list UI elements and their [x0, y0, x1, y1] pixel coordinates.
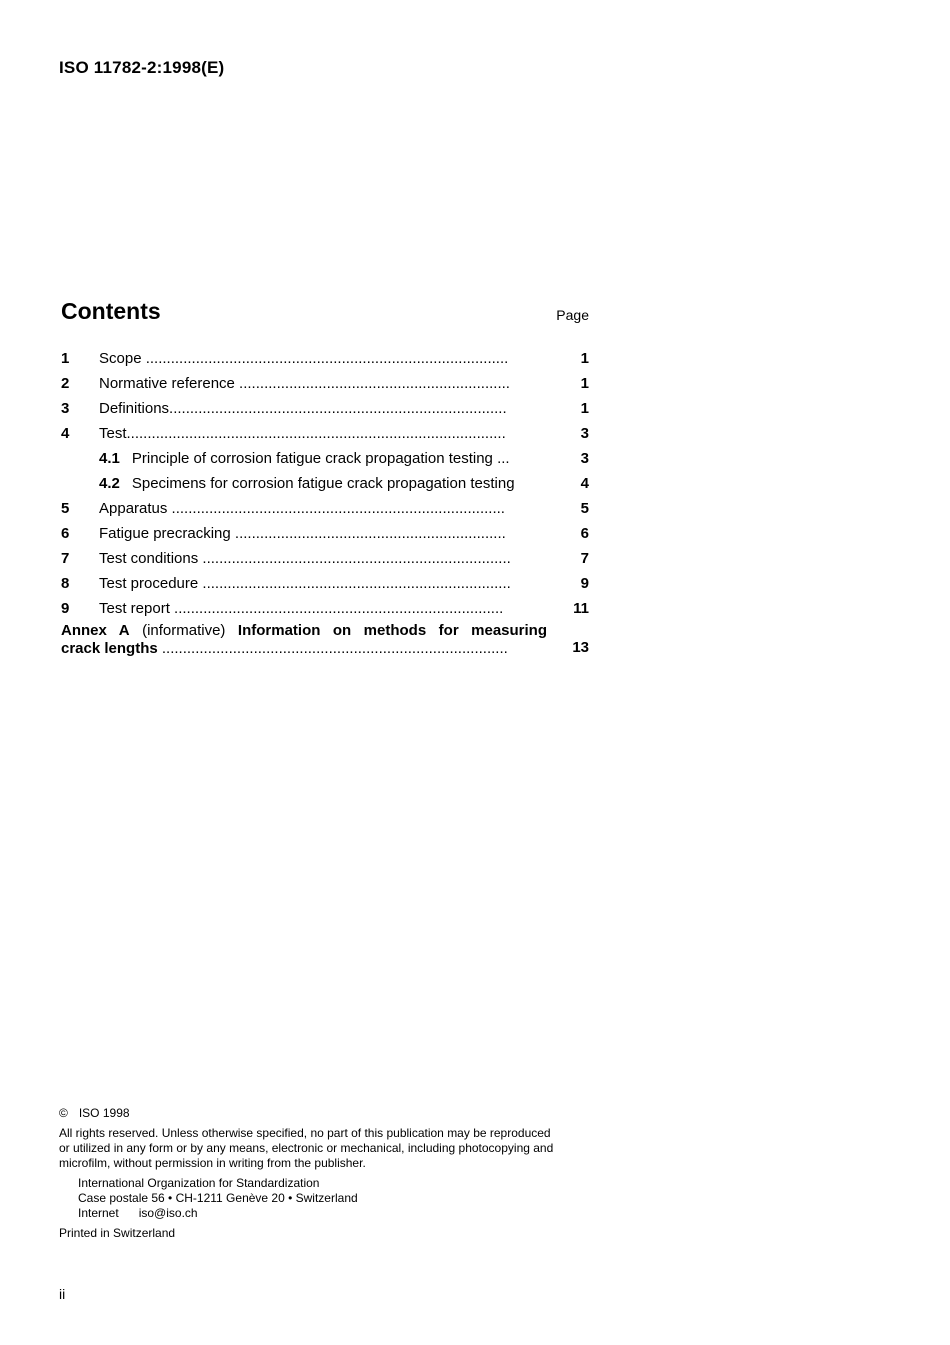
toc-entry-title: Principle of corrosion fatigue crack propagation testing	[131, 450, 493, 467]
toc-entry-page: 9	[580, 575, 589, 592]
internet-email: iso@iso.ch	[138, 1206, 198, 1220]
toc-entry-page: 3	[580, 425, 589, 442]
page-number: ii	[59, 1286, 66, 1302]
toc-entry-number: 7	[61, 550, 70, 567]
leader-dots: ...........................................................................................	[126, 425, 506, 442]
toc-entry-page: 1	[580, 400, 589, 417]
toc-entry-number: 5	[61, 500, 70, 517]
toc-entry-page: 5	[580, 500, 589, 517]
printed-location: Printed in Switzerland	[59, 1226, 176, 1240]
copyright-icon: ©	[59, 1106, 68, 1120]
toc-entry-apparatus[interactable]	[61, 496, 589, 521]
contents-heading	[61, 298, 589, 328]
leader-dots: .................................................................	[230, 525, 506, 542]
leader-dots: .................................................................	[234, 375, 510, 392]
toc-entry-number: 2	[61, 375, 70, 392]
publisher-address	[78, 1176, 589, 1221]
toc-entry-number: 9	[61, 600, 70, 617]
toc-entry-number: 8	[61, 575, 70, 592]
document-id: ISO 11782-2:1998(E)	[59, 58, 225, 77]
annex-label: Annex A	[61, 622, 130, 639]
postal-address: Case postale 56 • CH-1211 Genève 20 • Switzerland	[78, 1191, 358, 1205]
rights-statement: All rights reserved. Unless otherwise specified, no part of this publication may be reproduced or utilized in any form or by any means, electronic or mechanical, including photocopying and microfilm, without permission in writing from the publisher.	[59, 1126, 554, 1170]
toc-entry-title: Specimens for corrosion fatigue crack propagation testing	[131, 475, 515, 492]
toc-entry-title: Scope	[99, 350, 142, 367]
toc-subentry-specimens[interactable]	[61, 471, 589, 496]
toc-entry-definitions[interactable]	[61, 396, 589, 421]
annex-title-line2: crack lengths	[61, 640, 158, 657]
leader-dots: .......................................................................................	[141, 350, 509, 367]
toc-entry-fatigue-precracking[interactable]	[61, 521, 589, 546]
toc-entry-test-procedure[interactable]	[61, 571, 589, 596]
toc-entry-normative-reference[interactable]	[61, 371, 589, 396]
leader-dots: ..........................................................................	[198, 550, 511, 567]
leader-dots: ...............................................................................	[169, 600, 504, 617]
contents-title: Contents	[61, 298, 161, 324]
toc-entry-number: 6	[61, 525, 70, 542]
toc-entry-test-conditions[interactable]	[61, 546, 589, 571]
toc-entry-title: Test procedure	[99, 575, 199, 592]
toc-entry-page: 6	[580, 525, 589, 542]
toc-subentry-number: 4.1	[99, 450, 120, 467]
annex-type: (informative)	[142, 622, 226, 639]
toc-entry-title: Normative reference	[99, 375, 235, 392]
organization-name: International Organization for Standardization	[78, 1176, 320, 1190]
annex-title-line1: Information on methods for measuring	[237, 622, 547, 639]
copyright-text: ISO 1998	[78, 1106, 130, 1120]
toc-entry-title: Apparatus	[99, 500, 168, 517]
page-column-label: Page	[556, 307, 589, 323]
toc-entry-title: Definitions	[99, 400, 170, 417]
toc-entry-page: 7	[580, 550, 589, 567]
toc-entry-page: 13	[572, 639, 589, 656]
toc-entry-page: 4	[580, 475, 589, 492]
toc-entry-page: 3	[580, 450, 589, 467]
toc-subentry-principle[interactable]	[61, 446, 589, 471]
toc-entry-title: Test conditions	[99, 550, 199, 567]
leader-dots: .................................................................................	[169, 400, 507, 417]
toc-entry-test[interactable]	[61, 421, 589, 446]
toc-entry-number: 3	[61, 400, 70, 417]
leader-dots: ................................................................................	[167, 500, 505, 517]
toc-entry-number: 1	[61, 350, 70, 367]
toc-entry-number: 4	[61, 425, 70, 442]
toc-subentry-number: 4.2	[99, 475, 120, 492]
internet-label: Internet	[78, 1206, 119, 1220]
copyright-notice	[59, 1106, 589, 1241]
leader-dots: ...................................................................................	[157, 640, 508, 657]
leader-dots: ..........................................................................	[198, 575, 511, 592]
table-of-contents	[61, 346, 589, 664]
toc-entry-page: 1	[580, 375, 589, 392]
toc-entry-annex-a[interactable]	[61, 622, 589, 664]
toc-entry-page: 1	[580, 350, 589, 367]
toc-entry-title: Fatigue precracking	[99, 525, 231, 542]
toc-entry-test-report[interactable]	[61, 596, 589, 621]
leader-dots: ...	[492, 450, 510, 467]
toc-entry-scope[interactable]	[61, 346, 589, 371]
toc-entry-title: Test report	[99, 600, 170, 617]
toc-entry-page: 11	[573, 600, 589, 617]
toc-entry-title: Test	[99, 425, 127, 442]
